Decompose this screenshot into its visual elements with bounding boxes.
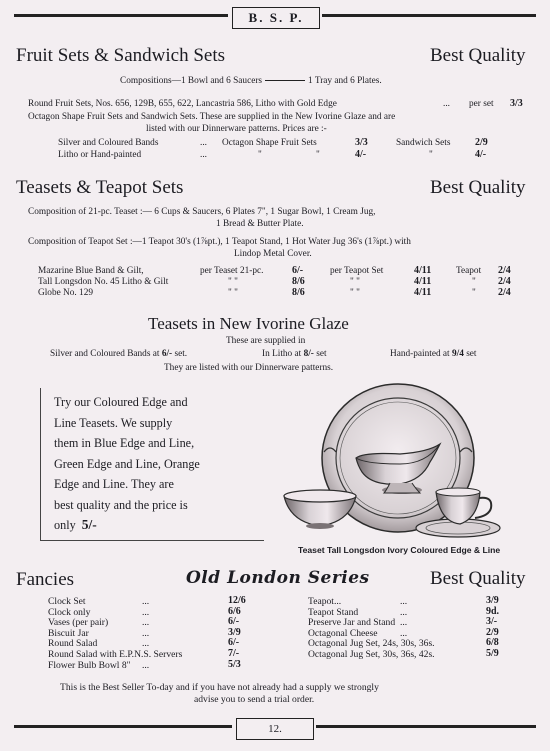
teaset-illustration bbox=[278, 380, 514, 546]
teaset-row-per-teapot: per Teapot Set bbox=[330, 266, 384, 276]
teaset-row-teapot: Teapot bbox=[456, 266, 482, 276]
fancies-item-dots: ... bbox=[142, 606, 150, 618]
fancies-item-price: 2/9 bbox=[486, 626, 499, 638]
promo-caption: Teaset Tall Longsdon Ivory Coloured Edge & Line bbox=[298, 545, 501, 555]
teaset-row-per-teaset: " " bbox=[228, 277, 238, 287]
fancies-item-price: 12/6 bbox=[228, 595, 246, 606]
fancies-item-name: Round Salad bbox=[48, 638, 98, 650]
teaset-row-per-teapot: " " bbox=[350, 277, 360, 287]
fruit-row1-label: Silver and Coloured Bands bbox=[58, 138, 159, 148]
ivorine-line1: These are supplied in bbox=[226, 336, 306, 346]
fancies-item-dots: ... bbox=[142, 659, 150, 671]
ivorine-hp-end: set bbox=[466, 349, 477, 359]
teaset-row-price3: 2/4 bbox=[498, 265, 511, 276]
fancies-item-name: Octagonal Jug Set, 24s, 30s, 36s. bbox=[308, 638, 435, 650]
fruit-comp-b: 1 Tray and 6 Plates. bbox=[308, 76, 382, 86]
fancies-item-price: 6/- bbox=[228, 616, 240, 628]
teaset-row-price2: 4/11 bbox=[414, 265, 432, 276]
promo-line: Green Edge and Line, Orange bbox=[54, 456, 200, 471]
teasets-comp1b: 1 Bread & Butter Plate. bbox=[216, 219, 304, 229]
fancies-item-name: Clock Set bbox=[48, 596, 86, 607]
fruit-composition bbox=[120, 76, 382, 87]
teaset-row-price2: 4/11 bbox=[414, 287, 432, 298]
fancies-item-dots: ... bbox=[400, 606, 408, 618]
footer-rule-left bbox=[14, 725, 232, 728]
fruit-row1-mid: Octagon Shape Fruit Sets bbox=[222, 138, 317, 148]
promo-line: Edge and Line. They are bbox=[54, 477, 174, 491]
teaset-row-price2: 4/11 bbox=[414, 276, 432, 287]
fruit-row2-label: Litho or Hand-painted bbox=[58, 150, 142, 160]
fancies-note1: This is the Best Seller To-day and if you have not already had a supply we strongly bbox=[60, 682, 379, 693]
fancies-item-dots: ... bbox=[400, 627, 408, 639]
fancies-item-dots: ... bbox=[400, 617, 408, 629]
fruit-line1-text: Round Fruit Sets, Nos. 656, 129B, 655, 622, Lancastria 586, Litho with Gold Edge bbox=[28, 99, 337, 109]
teaset-row-name: Tall Longsdon No. 45 Litho & Gilt bbox=[38, 277, 169, 287]
ivorine-bands-price: 6/- bbox=[161, 349, 173, 359]
fancies-quality: Best Quality bbox=[430, 568, 526, 589]
fancies-note2: advise you to send a trial order. bbox=[194, 694, 315, 705]
page-number: 12. bbox=[236, 718, 314, 740]
ivorine-litho-label: In Litho at bbox=[262, 349, 302, 359]
teaset-row-teapot: " bbox=[472, 277, 476, 287]
header-rule-right bbox=[322, 14, 536, 17]
ivorine-litho-price: 8/- bbox=[303, 349, 314, 359]
fruit-line1-price: 3/3 bbox=[510, 98, 523, 109]
fruit-row2-q3: " bbox=[429, 150, 433, 160]
teaset-row-price1: 8/6 bbox=[292, 287, 305, 298]
footer-rule-right bbox=[316, 725, 536, 728]
fancies-item-name: Preserve Jar and Stand bbox=[308, 617, 396, 629]
fruit-row2-q1: " bbox=[258, 150, 262, 160]
promo-last-line bbox=[54, 515, 200, 536]
fruit-row2-dots: ... bbox=[200, 150, 207, 160]
fancies-item-price: 7/- bbox=[228, 648, 240, 659]
fancies-item-name: Vases (per pair) bbox=[48, 617, 109, 629]
teaset-row-name: Globe No. 129 bbox=[38, 288, 94, 298]
fancies-item-price: 6/8 bbox=[486, 637, 499, 649]
ivorine-handpainted bbox=[390, 349, 477, 360]
fruit-row1-p1: 3/3 bbox=[355, 137, 368, 148]
fruit-line1 bbox=[28, 99, 337, 110]
promo-line: them in Blue Edge and Line, bbox=[54, 436, 195, 450]
fancies-item-price: 5/9 bbox=[486, 648, 499, 659]
fruit-line1-dots: ... bbox=[443, 99, 450, 109]
fancies-item-name: Biscuit Jar bbox=[48, 627, 89, 639]
ivorine-bands-label: Silver and Coloured Bands at bbox=[50, 349, 160, 359]
teaset-row-price3: 2/4 bbox=[498, 276, 511, 287]
fruit-title: Fruit Sets & Sandwich Sets bbox=[16, 45, 226, 66]
fancies-series: Old London Series bbox=[186, 568, 370, 588]
ivorine-title: Teasets in New Ivorine Glaze bbox=[148, 314, 349, 333]
fancies-item-name: Flower Bulb Bowl 8" bbox=[48, 659, 131, 671]
teaset-row-price1: 6/- bbox=[292, 265, 304, 276]
ivorine-hp-price: 9/4 bbox=[451, 349, 464, 359]
fancies-item-price: 3/- bbox=[486, 616, 498, 628]
fruit-row1-right: Sandwich Sets bbox=[396, 138, 451, 148]
fruit-row2-p2: 4/- bbox=[475, 149, 487, 160]
fancies-item-name: Round Salad with E.P.N.S. Servers bbox=[48, 649, 183, 660]
teaset-row-per-teapot: " " bbox=[350, 288, 360, 298]
teaset-row-price1: 8/6 bbox=[292, 276, 305, 287]
promo-line: only bbox=[54, 518, 76, 532]
ivorine-litho bbox=[262, 349, 327, 360]
fancies-item-name: Teapot Stand bbox=[308, 606, 359, 618]
promo-line: Try our Coloured Edge and bbox=[54, 395, 188, 409]
promo-line: Line Teasets. We supply bbox=[54, 415, 173, 430]
teasets-comp2a: Composition of Teapot Set :—1 Teapot 30's (1⅞pt.), 1 Teapot Stand, 1 Hot Water Jug 36's (1⅞pt.) with bbox=[28, 237, 411, 247]
promo-line: best quality and the price is bbox=[54, 497, 188, 512]
fruit-line2: Octagon Shape Fruit Sets and Sandwich Sets. These are supplied in the New Ivorine Glaze and are bbox=[28, 112, 396, 122]
fruit-comp-a: Compositions—1 Bowl and 6 Saucers bbox=[120, 76, 263, 86]
fruit-row1-dots: ... bbox=[200, 138, 207, 148]
header-rule-left bbox=[14, 14, 228, 17]
header-code: B. S. P. bbox=[232, 7, 320, 29]
teaset-row-price3: 2/4 bbox=[498, 287, 511, 298]
fancies-item-price: 3/9 bbox=[486, 595, 499, 606]
promo-text bbox=[54, 392, 200, 536]
fancies-title: Fancies bbox=[16, 569, 75, 590]
fruit-row1-p2: 2/9 bbox=[475, 137, 488, 148]
fancies-item-dots: ... bbox=[142, 596, 150, 607]
teasets-comp1a: Composition of 21-pc. Teaset :— 6 Cups & Saucers, 6 Plates 7", 1 Sugar Bowl, 1 Cream Jug, bbox=[28, 207, 376, 217]
fruit-line3: listed with our Dinnerware patterns. Prices are :- bbox=[146, 124, 327, 134]
fruit-quality: Best Quality bbox=[430, 45, 526, 66]
fancies-item-price: 6/- bbox=[228, 637, 240, 649]
fancies-item-dots: ... bbox=[400, 596, 408, 607]
promo-price: 5/- bbox=[81, 517, 97, 532]
ivorine-line3: They are listed with our Dinnerware patterns. bbox=[164, 363, 334, 373]
fancies-item-price: 9d. bbox=[486, 605, 500, 617]
fancies-item-name: Clock only bbox=[48, 606, 91, 618]
fruit-row2-q2: " bbox=[316, 150, 320, 160]
fancies-item-name: Teapot... bbox=[308, 596, 342, 607]
teaset-row-name: Mazarine Blue Band & Gilt, bbox=[38, 266, 144, 276]
ivorine-hp-label: Hand-painted at bbox=[390, 349, 450, 359]
teaset-row-per-teaset: " " bbox=[228, 288, 238, 298]
teaset-row-teapot: " bbox=[472, 288, 476, 298]
fancies-item-price: 3/9 bbox=[228, 626, 241, 638]
teasets-comp2b: Lindop Metal Cover. bbox=[234, 249, 312, 259]
fancies-item-dots: ... bbox=[142, 638, 150, 650]
fancies-item-price: 6/6 bbox=[228, 605, 241, 617]
fancies-item-name: Octagonal Jug Set, 30s, 36s, 42s. bbox=[308, 649, 435, 660]
teaset-row-per-teaset: per Teaset 21-pc. bbox=[200, 266, 264, 276]
fruit-line1-unit: per set bbox=[469, 99, 494, 109]
fancies-item-name: Octagonal Cheese bbox=[308, 627, 378, 639]
fancies-item-dots: ... bbox=[142, 627, 150, 639]
teasets-title: Teasets & Teapot Sets bbox=[16, 177, 184, 198]
ivorine-litho-end: set bbox=[316, 349, 327, 359]
fancies-item-dots: ... bbox=[142, 617, 150, 629]
teasets-quality: Best Quality bbox=[430, 177, 526, 198]
bowl-icon bbox=[284, 490, 356, 529]
fancies-item-price: 5/3 bbox=[228, 658, 241, 670]
dash-divider bbox=[265, 80, 305, 81]
fruit-row2-p1: 4/- bbox=[355, 149, 367, 160]
ivorine-bands-end: set. bbox=[174, 349, 188, 359]
ivorine-line2 bbox=[50, 349, 187, 360]
